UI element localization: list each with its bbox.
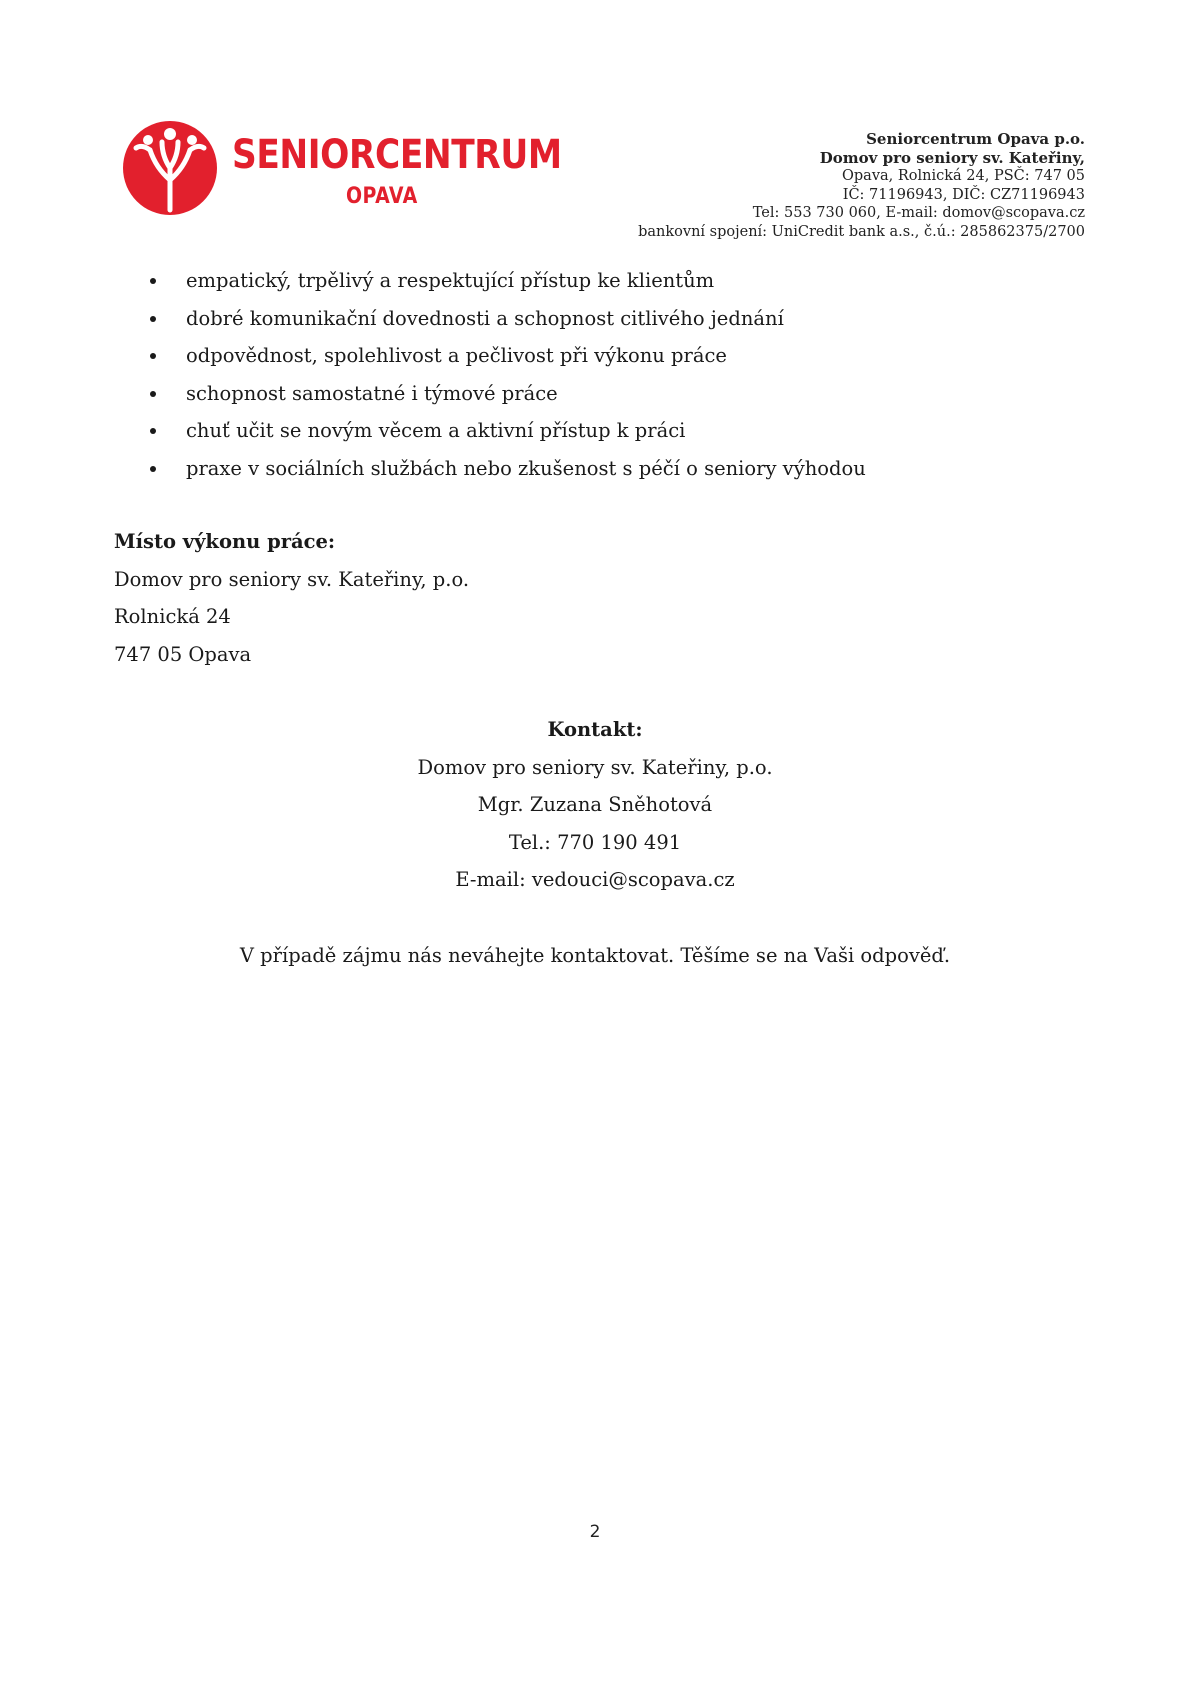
bullet-icon [150,391,156,397]
place-heading: Místo výkonu práce: [114,530,336,553]
bullet-icon [150,466,156,472]
list-item-text: chuť učit se novým věcem a aktivní přístup k práci [186,419,686,443]
contact-person: Mgr. Zuzana Sněhotová [477,793,713,817]
list-item [146,300,866,338]
bullet-icon [150,278,156,284]
place-name: Domov pro seniory sv. Kateřiny, p.o. [114,567,470,591]
logo-subtitle: OPAVA [346,184,418,209]
list-item [146,450,866,488]
list-item [146,262,866,300]
header-info [638,130,1085,241]
requirements-list [146,262,866,488]
contact-email: E-mail: vedouci@scopava.cz [455,868,735,892]
seniorcentrum-logo-icon [122,120,218,216]
contact-heading: Kontakt: [547,718,643,741]
list-item [146,412,866,450]
list-item [146,375,866,413]
logo [122,120,562,225]
logo-title: SENIORCENTRUM [232,132,562,178]
place-street: Rolnická 24 [114,605,231,629]
page-number: 2 [589,1522,601,1542]
contact-organization: Domov pro seniory sv. Kateřiny, p.o. [417,755,773,779]
list-item [146,337,866,375]
contact-section [0,711,1190,899]
bullet-icon [150,316,156,322]
facility-name: Domov pro seniory sv. Kateřiny, [819,148,1085,167]
list-item-text: dobré komunikační dovednosti a schopnost citlivého jednání [186,306,784,330]
place-of-work [114,523,469,673]
bullet-icon [150,428,156,434]
closing-text: V případě zájmu nás neváhejte kontaktovat. Těšíme se na Vaši odpověď. [239,944,951,967]
list-item-text: praxe v sociálních službách nebo zkušenost s péčí o seniory výhodou [186,456,866,480]
org-ids: IČ: 71196943, DIČ: CZ71196943 [842,186,1085,203]
list-item-text: odpovědnost, spolehlivost a pečlivost při výkonu práce [186,344,727,368]
list-item-text: empatický, trpělivý a respektující přístup ke klientům [186,269,715,292]
org-bank: bankovní spojení: UniCredit bank a.s., č.ú.: 285862375/2700 [638,223,1085,240]
org-contact: Tel: 553 730 060, E-mail: domov@scopava.cz [752,205,1085,221]
org-address: Opava, Rolnická 24, PSČ: 747 05 [842,168,1085,184]
list-item-text: schopnost samostatné i týmové práce [186,381,558,405]
contact-phone: Tel.: 770 190 491 [508,830,682,854]
bullet-icon [150,353,156,359]
org-name: Seniorcentrum Opava p.o. [866,130,1085,148]
place-city: 747 05 Opava [114,642,252,666]
